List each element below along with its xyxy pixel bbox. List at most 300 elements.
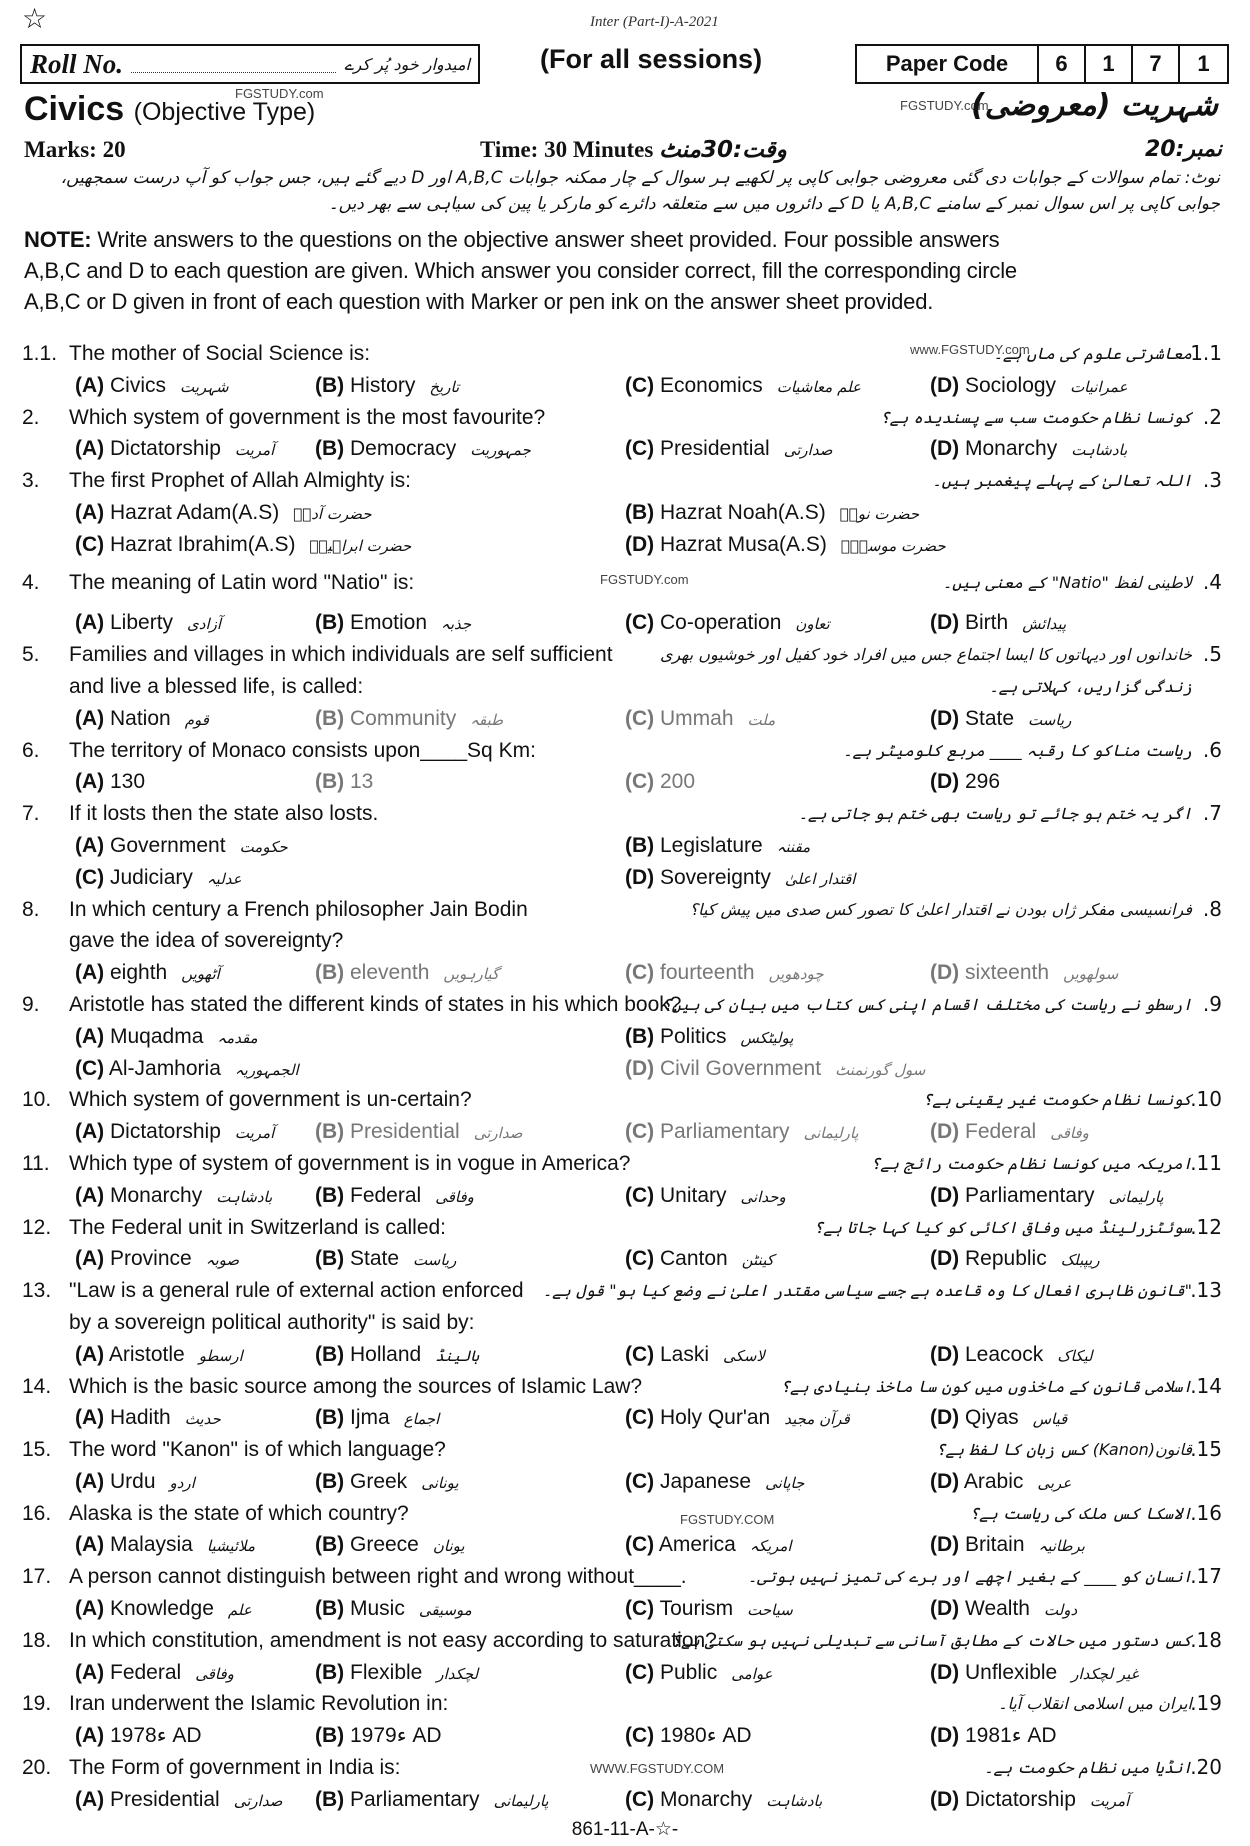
- option-letter: (B): [315, 611, 345, 635]
- watermark: FGSTUDY.com: [235, 86, 324, 101]
- option-letter: (D): [930, 1533, 960, 1557]
- question-number: 2.: [22, 405, 40, 429]
- option-text: State: [965, 706, 1015, 730]
- option-c[interactable]: [625, 1339, 765, 1373]
- option-a[interactable]: [75, 1402, 221, 1436]
- question-number-urdu: 7.: [1202, 801, 1222, 826]
- option-text: Dictatorship: [965, 1787, 1076, 1811]
- option-text: Federal: [350, 1183, 422, 1207]
- option-text: Legislature: [660, 833, 763, 857]
- option-text-urdu: پارلیمانی: [1108, 1187, 1164, 1206]
- sessions-label: (For all sessions): [540, 44, 763, 74]
- option-text: Muqadma: [110, 1024, 204, 1048]
- option-text-urdu: ریپبلک: [1060, 1251, 1100, 1270]
- paper-code-digit: 7: [1133, 46, 1180, 82]
- option-d[interactable]: [930, 433, 1127, 467]
- option-text-urdu: حضرت آدمؑ: [293, 504, 372, 523]
- option-text: Hazrat Adam(A.S): [110, 500, 280, 524]
- option-text-urdu: مقدمہ: [217, 1028, 258, 1047]
- question-number-urdu: 18.: [1190, 1627, 1222, 1652]
- option-text-urdu: حضرت ابراہیمؑ: [309, 536, 412, 555]
- option-c[interactable]: [75, 1053, 299, 1087]
- option-text-urdu: لچکدار: [436, 1664, 479, 1683]
- subject-title: [24, 90, 315, 129]
- option-a[interactable]: [75, 1529, 255, 1563]
- option-c[interactable]: [625, 957, 824, 991]
- option-text: Liberty: [110, 611, 174, 635]
- option-text-urdu: حکومت: [239, 837, 288, 856]
- question-row: [0, 1371, 1250, 1403]
- option-text: Parliamentary: [350, 1787, 480, 1811]
- option-text-urdu: قرآن مجید: [784, 1410, 850, 1429]
- option-text-urdu: وحدانی: [740, 1187, 786, 1206]
- option-letter: (A): [75, 1597, 105, 1621]
- question-row: [0, 671, 1250, 703]
- option-letter: (B): [315, 1120, 345, 1144]
- question-number-urdu: 10.: [1190, 1087, 1222, 1112]
- option-b[interactable]: [625, 1021, 794, 1055]
- question-text: A person cannot distinguish between right and wrong without____.: [69, 1565, 687, 1589]
- question-text-urdu: لاطینی لفظ "Natio" کے معنی ہیں۔: [942, 572, 1192, 592]
- option-letter: (D): [625, 532, 655, 556]
- option-text: Hazrat Noah(A.S): [660, 500, 826, 524]
- option-b[interactable]: [315, 1784, 549, 1818]
- option-a[interactable]: [75, 1466, 195, 1500]
- roll-number-field[interactable]: [131, 72, 336, 73]
- option-a[interactable]: [75, 370, 229, 404]
- question-number-urdu: 6.: [1202, 737, 1222, 762]
- question-text-urdu: ارسطو نے ریاست کی مختلف اقسام اپنی کس کتاب میں بیان کی ہیں؟: [662, 994, 1192, 1014]
- option-text: Dictatorship: [110, 437, 221, 461]
- options-row: [0, 1243, 1250, 1275]
- option-c[interactable]: [625, 370, 861, 404]
- option-a[interactable]: [75, 1339, 243, 1373]
- option-d[interactable]: [625, 1053, 925, 1087]
- option-letter: (C): [625, 706, 655, 730]
- option-text: 13: [350, 770, 374, 794]
- option-a[interactable]: [75, 1593, 252, 1627]
- option-letter: (A): [75, 833, 105, 857]
- question-row: [0, 338, 1250, 370]
- option-text-urdu: الجمہوریہ: [234, 1060, 299, 1079]
- option-text-urdu: تاریخ: [429, 377, 460, 396]
- option-a[interactable]: [75, 766, 145, 798]
- option-b[interactable]: [315, 1593, 472, 1627]
- option-a[interactable]: [75, 957, 220, 991]
- option-text: Federal: [965, 1120, 1037, 1144]
- option-letter: (C): [625, 373, 655, 397]
- option-letter: (B): [625, 500, 655, 524]
- option-c[interactable]: [625, 1466, 804, 1500]
- marks-urdu: نمبر:20: [1144, 137, 1222, 162]
- option-text-urdu: وفاقی: [435, 1187, 474, 1206]
- option-b[interactable]: [315, 1339, 479, 1373]
- question-text-urdu: اسلامی قانون کے ماخذوں میں کون سا ماخذ بنیادی ہے؟: [780, 1376, 1192, 1396]
- option-letter: (C): [75, 532, 105, 556]
- option-text: Presidential: [110, 1787, 220, 1811]
- option-d[interactable]: [930, 1593, 1077, 1627]
- question-number-urdu: 5.: [1202, 642, 1222, 667]
- option-letter: (B): [315, 1469, 345, 1493]
- options-row: [0, 1784, 1250, 1816]
- option-c[interactable]: [625, 433, 832, 467]
- question-number-urdu: 20.: [1190, 1755, 1222, 1780]
- option-c[interactable]: [75, 529, 411, 563]
- option-letter: (A): [75, 437, 105, 461]
- options-row: [0, 1180, 1250, 1212]
- option-letter: (C): [75, 865, 105, 889]
- option-text: ء1981 AD: [965, 1724, 1057, 1748]
- option-a[interactable]: [75, 703, 209, 737]
- question-text: In which century a French philosopher Jain Bodin: [69, 897, 528, 921]
- question-row: [0, 1625, 1250, 1657]
- marks: Marks: 20: [24, 137, 126, 162]
- option-d[interactable]: [930, 1116, 1089, 1150]
- option-a[interactable]: [75, 607, 221, 641]
- question-text: The meaning of Latin word "Natio" is:: [69, 570, 415, 594]
- option-text: Holy Qur'an: [660, 1406, 771, 1430]
- option-text-urdu: گیارہویں: [443, 965, 500, 984]
- option-letter: (D): [930, 1120, 960, 1144]
- question-number: 14.: [22, 1374, 52, 1398]
- question-text-urdu: زندگی گزاریں، کہلاتی ہے۔: [989, 676, 1192, 696]
- paper-code-digit: 1: [1086, 46, 1133, 82]
- option-text-urdu: صدارتی: [783, 441, 833, 460]
- option-text-urdu: تعاون: [795, 615, 830, 634]
- note-urdu-line: نوٹ: تمام سوالات کے جوابات دی گئی معروضی جوابی کاپی پر لکھیے ہر سوال کے چار ممکنہ جوابات A,B,C اور D دیے گئے ہیں، جس جواب کو آپ درست سمجھیں،: [60, 168, 1220, 188]
- option-letter: (B): [315, 1247, 345, 1271]
- question-number: 12.: [22, 1215, 52, 1239]
- option-c[interactable]: [625, 1657, 773, 1691]
- question-text: Alaska is the state of which country?: [69, 1501, 409, 1525]
- option-text: ء1980 AD: [660, 1724, 752, 1748]
- option-d[interactable]: [625, 529, 946, 563]
- option-text: 200: [660, 770, 696, 794]
- option-letter: (C): [75, 1056, 105, 1080]
- option-text-urdu: بادشاہت: [1071, 441, 1128, 460]
- option-b[interactable]: [315, 433, 531, 467]
- note-line: Write answers to the questions on the objective answer sheet provided. Four possible answers: [91, 227, 1000, 252]
- option-text-urdu: مقننہ: [776, 837, 811, 856]
- note-line: A,B,C or D given in front of each question with Marker or pen ink on the answer sheet provided.: [24, 289, 934, 314]
- option-text-urdu: عربی: [1037, 1473, 1072, 1492]
- option-text: Greece: [350, 1533, 419, 1557]
- option-a[interactable]: [75, 1657, 234, 1691]
- question-number: 15.: [22, 1438, 52, 1462]
- option-text-urdu: طبقہ: [470, 710, 504, 729]
- option-d[interactable]: [930, 1402, 1067, 1436]
- option-a[interactable]: [75, 830, 288, 864]
- option-a[interactable]: [75, 1784, 282, 1818]
- option-text-urdu: جمہوریت: [470, 441, 531, 460]
- option-text: America: [658, 1533, 736, 1557]
- question-text: Aristotle has stated the different kinds of states in his which book?: [69, 992, 682, 1016]
- option-text-urdu: لاسکی: [723, 1346, 765, 1365]
- option-text: Holland: [350, 1342, 422, 1366]
- option-text: Greek: [350, 1469, 408, 1493]
- option-b[interactable]: [315, 703, 503, 737]
- option-a[interactable]: [75, 1243, 239, 1277]
- option-text: Monarchy: [660, 1787, 753, 1811]
- option-text: Economics: [660, 373, 763, 397]
- question-text-urdu: الاسکا کس ملک کی ریاست ہے؟: [969, 1503, 1192, 1523]
- option-letter: (D): [930, 1787, 960, 1811]
- option-d[interactable]: [930, 1243, 1100, 1277]
- question-text: by a sovereign political authority" is said by:: [69, 1310, 475, 1334]
- watermark: WWW.FGSTUDY.COM: [590, 1761, 725, 1776]
- option-letter: (B): [315, 770, 345, 794]
- option-text-urdu: صدارتی: [233, 1791, 283, 1810]
- option-text-urdu: حضرت موسیٰؑ: [840, 536, 946, 555]
- question-number: 18.: [22, 1628, 52, 1652]
- option-letter: (D): [930, 961, 960, 985]
- star-mark: ☆: [22, 3, 48, 34]
- question-number: 16.: [22, 1501, 52, 1525]
- option-text-urdu: حدیث: [184, 1410, 221, 1429]
- note-line: A,B,C and D to each question are given. Which answer you consider correct, fill the corresponding circle: [24, 258, 1017, 283]
- option-text: Al-Jamhoria: [108, 1056, 221, 1080]
- option-d[interactable]: [930, 1529, 1085, 1563]
- option-d[interactable]: [930, 1657, 1138, 1691]
- option-letter: (B): [625, 1024, 655, 1048]
- option-a[interactable]: [75, 1720, 202, 1752]
- question-row: [0, 1148, 1250, 1180]
- option-b[interactable]: [315, 766, 373, 798]
- option-text: eighth: [110, 961, 168, 985]
- option-b[interactable]: [315, 1657, 478, 1691]
- option-letter: (D): [930, 1660, 960, 1684]
- option-d[interactable]: [930, 1466, 1071, 1500]
- option-letter: (D): [930, 1183, 960, 1207]
- option-c[interactable]: [625, 607, 830, 641]
- option-letter: (C): [625, 1660, 655, 1684]
- option-d[interactable]: [930, 957, 1118, 991]
- option-letter: (A): [75, 1533, 105, 1557]
- option-d[interactable]: [930, 1784, 1129, 1818]
- option-c[interactable]: [625, 1720, 752, 1752]
- option-text-urdu: حضرت نوحؑ: [839, 504, 920, 523]
- options-row: [0, 1466, 1250, 1498]
- option-text-urdu: ریاست: [1028, 710, 1072, 729]
- option-d[interactable]: [625, 862, 855, 896]
- question-number: 1.1.: [22, 342, 58, 365]
- paper-code-digit: 6: [1039, 46, 1086, 82]
- question-text-urdu: قانون(Kanon) کس زبان کا لفظ ہے؟: [936, 1440, 1192, 1460]
- roll-number-box[interactable]: [20, 44, 480, 84]
- question-number-urdu: 11.: [1190, 1150, 1222, 1175]
- option-text-urdu: موسیقی: [418, 1601, 472, 1620]
- option-d[interactable]: [930, 703, 1071, 737]
- question-number: 19.: [22, 1692, 52, 1716]
- option-letter: (B): [315, 1533, 345, 1557]
- question-text-urdu: ریاست مناکو کا رقبہ ____ مربع کلومیٹر ہے۔: [843, 740, 1192, 760]
- option-c[interactable]: [625, 1593, 793, 1627]
- question-number-urdu: 1.1: [1190, 341, 1222, 365]
- option-text-urdu: عوامی: [731, 1664, 773, 1683]
- option-b[interactable]: [315, 1720, 442, 1752]
- question-row: [0, 1275, 1250, 1307]
- option-text: eleventh: [350, 961, 430, 985]
- option-text-urdu: آزادی: [187, 615, 222, 634]
- option-text-urdu: جاپانی: [765, 1473, 805, 1492]
- exam-series: Inter (Part-I)-A-2021: [590, 14, 719, 30]
- option-a[interactable]: [75, 497, 372, 531]
- option-d[interactable]: [930, 1339, 1093, 1373]
- option-text-urdu: سولھویں: [1063, 965, 1119, 984]
- option-text: Emotion: [350, 611, 428, 635]
- option-text-urdu: بادشاہت: [216, 1187, 273, 1206]
- option-text-urdu: یونانی: [421, 1473, 459, 1492]
- options-row: [0, 433, 1250, 465]
- option-letter: (D): [625, 865, 655, 889]
- option-text: Malaysia: [110, 1533, 193, 1557]
- option-text-urdu: آٹھویں: [181, 965, 220, 984]
- option-a[interactable]: [75, 1180, 272, 1214]
- option-b[interactable]: [315, 370, 459, 404]
- question-row: [0, 1561, 1250, 1593]
- option-b[interactable]: [625, 830, 810, 864]
- option-text-urdu: پولیٹکس: [740, 1028, 794, 1047]
- question-number-urdu: 13.: [1190, 1278, 1222, 1303]
- option-letter: (C): [625, 611, 655, 635]
- question-row: [0, 989, 1250, 1021]
- option-c[interactable]: [625, 766, 695, 798]
- option-letter: (B): [315, 1597, 345, 1621]
- option-text: Civil Government: [660, 1056, 822, 1080]
- option-letter: (D): [930, 1469, 960, 1493]
- option-d[interactable]: [930, 1180, 1164, 1214]
- option-c[interactable]: [625, 1402, 850, 1436]
- option-c[interactable]: [625, 1116, 859, 1150]
- option-d[interactable]: [930, 1720, 1057, 1752]
- paper-code-label: Paper Code: [857, 46, 1039, 82]
- option-text-urdu: قوم: [184, 710, 209, 729]
- option-b[interactable]: [315, 1402, 439, 1436]
- option-letter: (C): [625, 1787, 655, 1811]
- options-row: [0, 830, 1250, 862]
- option-d[interactable]: [930, 370, 1128, 404]
- option-text-urdu: صدارتی: [473, 1124, 523, 1143]
- option-text: ء1979 AD: [350, 1724, 442, 1748]
- option-letter: (A): [75, 611, 105, 635]
- option-letter: (B): [315, 961, 345, 985]
- question-row: [0, 1434, 1250, 1466]
- option-text-urdu: علم: [227, 1601, 252, 1620]
- option-text: Aristotle: [108, 1342, 185, 1366]
- question-row: [0, 1307, 1250, 1339]
- question-number-urdu: 8.: [1202, 896, 1222, 921]
- option-letter: (B): [315, 437, 345, 461]
- option-letter: (C): [625, 1469, 655, 1493]
- option-letter: (D): [930, 1247, 960, 1271]
- option-a[interactable]: [75, 1021, 258, 1055]
- option-a[interactable]: [75, 1116, 274, 1150]
- options-row: [0, 607, 1250, 639]
- option-d[interactable]: [930, 607, 1066, 641]
- option-b[interactable]: [315, 607, 471, 641]
- option-text: History: [350, 373, 416, 397]
- option-text: Politics: [660, 1024, 727, 1048]
- option-d[interactable]: [930, 766, 1000, 798]
- option-c[interactable]: [625, 1180, 786, 1214]
- option-text: Civics: [110, 373, 166, 397]
- option-text: Judiciary: [110, 865, 193, 889]
- option-text: Urdu: [110, 1469, 156, 1493]
- option-b[interactable]: [315, 957, 499, 991]
- option-text-urdu: وفاقی: [195, 1664, 234, 1683]
- option-text: Music: [350, 1597, 405, 1621]
- question-text-urdu: اگر یہ ختم ہو جائے تو ریاست بھی ختم ہو جاتی ہے۔: [798, 804, 1192, 824]
- question-text-urdu: فرانسیسی مفکر ژاں بودن نے اقتدار اعلیٰ کا تصور کس صدی میں پیش کیا؟: [689, 899, 1192, 919]
- option-b[interactable]: [315, 1466, 459, 1500]
- option-text: Democracy: [350, 437, 457, 461]
- option-text: Co-operation: [660, 611, 782, 635]
- option-c[interactable]: [625, 1529, 792, 1563]
- option-b[interactable]: [625, 497, 919, 531]
- question-row: [0, 1688, 1250, 1720]
- option-a[interactable]: [75, 433, 274, 467]
- options-row: [0, 1339, 1250, 1371]
- option-text: Tourism: [659, 1597, 734, 1621]
- option-c[interactable]: [75, 862, 242, 896]
- option-text: Monarchy: [965, 437, 1058, 461]
- option-text-urdu: پارلیمانی: [803, 1124, 859, 1143]
- option-text: Community: [350, 706, 457, 730]
- option-text-urdu: کینٹن: [741, 1251, 774, 1270]
- option-letter: (D): [930, 770, 960, 794]
- option-text-urdu: وفاقی: [1050, 1124, 1089, 1143]
- option-c[interactable]: [625, 703, 775, 737]
- question-list: [0, 338, 1250, 1816]
- option-text-urdu: قیاس: [1032, 1410, 1068, 1429]
- option-letter: (B): [315, 373, 345, 397]
- subject-name: Civics: [24, 90, 125, 128]
- option-text-urdu: صوبہ: [205, 1251, 240, 1270]
- option-b[interactable]: [315, 1116, 522, 1150]
- option-letter: (C): [625, 961, 655, 985]
- option-c[interactable]: [625, 1784, 822, 1818]
- option-c[interactable]: [625, 1243, 774, 1277]
- option-letter: (B): [315, 1724, 345, 1748]
- option-letter: (D): [930, 611, 960, 635]
- options-row: [0, 703, 1250, 735]
- option-text-urdu: سیاحت: [747, 1601, 793, 1620]
- question-row: [0, 1212, 1250, 1244]
- option-letter: (A): [75, 770, 105, 794]
- option-b[interactable]: [315, 1243, 456, 1277]
- option-letter: (A): [75, 1342, 105, 1366]
- option-letter: (A): [75, 1120, 105, 1144]
- options-row: [0, 497, 1250, 529]
- option-text-urdu: چودھویں: [768, 965, 824, 984]
- time-allowed: [480, 137, 787, 163]
- option-text: Arabic: [963, 1469, 1024, 1493]
- option-letter: (D): [930, 1342, 960, 1366]
- option-letter: (C): [625, 1120, 655, 1144]
- option-b[interactable]: [315, 1529, 465, 1563]
- option-text: Sovereignty: [660, 865, 771, 889]
- question-text-urdu: امریکہ میں کونسا نظام حکومت رائج ہے؟: [870, 1153, 1192, 1173]
- question-text: In which constitution, amendment is not easy according to saturation?: [69, 1628, 717, 1652]
- option-text-urdu: جذبہ: [441, 615, 472, 634]
- option-letter: (C): [625, 1406, 655, 1430]
- question-number: 6.: [22, 738, 40, 762]
- instructions-note: [24, 224, 1234, 317]
- option-text-urdu: یونان: [432, 1537, 465, 1556]
- question-number-urdu: 3.: [1202, 468, 1222, 493]
- option-b[interactable]: [315, 1180, 474, 1214]
- option-letter: (A): [75, 1406, 105, 1430]
